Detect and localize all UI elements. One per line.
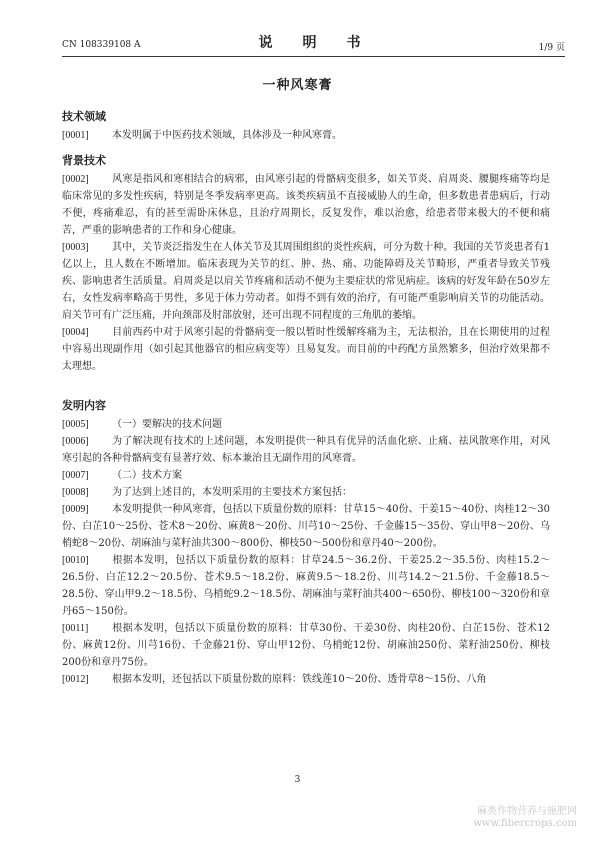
paragraph xyxy=(62,620,550,671)
paragraph xyxy=(62,416,550,433)
paragraph-number: [ 0008 ] xyxy=(62,484,112,501)
document-type: 说 明 书 xyxy=(258,35,369,51)
paragraph xyxy=(62,671,550,688)
paragraph-text: 为了达到上述目的，本发明采用的主要技术方案包括： xyxy=(112,487,352,498)
paragraph-text: （一）要解决的技术问题 xyxy=(112,419,222,430)
paragraph-number: [ 0009 ] xyxy=(62,501,112,518)
paragraph xyxy=(62,239,550,324)
document-body xyxy=(62,108,550,688)
page-indicator: 1/9 页 xyxy=(538,43,565,53)
section-technical-field xyxy=(62,108,550,144)
paragraph xyxy=(62,171,550,239)
header-divider xyxy=(62,56,565,57)
paragraph-text: 根据本发明，还包括以下质量份数的原料：铁线莲10～20份、透骨草8～15份、八角 xyxy=(112,674,487,685)
paragraph-number: [ 0011 ] xyxy=(62,620,112,637)
paragraph-text: 其中，关节炎泛指发生在人体关节及其周围组织的炎性疾病，可分为数十种。我国的关节炎患者有1亿以上，且人数在不断增加。临床表现为关节的红、肿、热、痛、功能障碍及关节畸形，严重者导致关节残疾、影响患者生活质量。肩周炎是以肩关节疼痛和活动不便为主要症状的常见病症。该病的好发年龄在50岁左右，女性发病率略高于男性，多见于体力劳动者。如得不到有效的治疗，有可能严重影响肩关节的功能活动。肩关节可有广泛压痛，并向颈部及肘部放射，还可出现不同程度的三角肌的萎缩。 xyxy=(62,242,550,321)
paragraph xyxy=(62,501,550,552)
watermark-url: www.fibercrops.com xyxy=(473,818,577,829)
paragraph-number: [ 0002 ] xyxy=(62,171,112,188)
paragraph xyxy=(62,324,550,375)
section-heading: 技术领域 xyxy=(62,110,106,123)
paragraph-number: [ 0012 ] xyxy=(62,671,112,688)
paragraph-text: 根据本发明，包括以下质量份数的原料：甘草24.5～36.2份、干姜25.2～35.5份、肉桂15.2～26.5份、白芷12.2～20.5份、苍术9.5～18.2份、麻黄9.5～18.2份、川芎14.2～21.5份、千金藤18.5～28.5份、穿山甲9.2～18.5份、乌梢蛇9.2～18.5份、胡麻油与菜籽油共400～650份、柳枝100～320份和章丹65～150份。 xyxy=(62,555,550,617)
paragraph xyxy=(62,127,550,144)
paragraph-number: [ 0004 ] xyxy=(62,324,112,341)
patent-number: CN 108339108 A xyxy=(62,40,141,50)
paragraph xyxy=(62,467,550,484)
paragraph-number: [ 0006 ] xyxy=(62,433,112,450)
paragraph xyxy=(62,433,550,467)
paragraph xyxy=(62,552,550,620)
watermark xyxy=(473,806,577,830)
paragraph xyxy=(62,484,550,501)
section-background xyxy=(62,152,550,375)
page-header xyxy=(62,32,565,54)
paragraph-text: 风寒是指风和寒相结合的病邪，由风寒引起的骨骼病变很多，如关节炎、肩周炎、腰腿疼痛等均是临床常见的多发性疾病，特别是冬季发病率更高。该类疾病虽不直接威胁人的生命，但多数患者患病后，行动不便，疼痛难忍，有的甚至需卧床休息，且治疗周期长，反复发作，难以治愈，给患者带来极大的不便和痛苦，严重的影响患者的工作和身心健康。 xyxy=(62,174,550,236)
paragraph-text: 本发明属于中医药技术领域，具体涉及一种风寒膏。 xyxy=(112,130,342,141)
paragraph-number: [ 0005 ] xyxy=(62,416,112,433)
paragraph-text: 根据本发明，包括以下质量份数的原料：甘草30份、干姜30份、肉桂20份、白芷15份、苍术12份、麻黄12份、川芎16份、千金藤21份、穿山甲12份、乌梢蛇12份、胡麻油250份、菜籽油250份、柳枝200份和章丹75份。 xyxy=(62,623,550,668)
paragraph-text: 本发明提供一种风寒膏，包括以下质量份数的原料：甘草15～40份、干姜15～40份、肉桂12～30份、白芷10～25份、苍术8～20份、麻黄8～20份、川芎10～25份、千金藤15～35份、穿山甲8～20份、乌梢蛇8～20份、胡麻油与菜籽油共300～800份、柳枝50～500份和章丹40～200份。 xyxy=(62,504,550,549)
paragraph-number: [ 0001 ] xyxy=(62,127,112,144)
paragraph-number: [ 0010 ] xyxy=(62,552,112,569)
watermark-site-name: 麻类作物营养与施肥网 xyxy=(477,806,577,817)
section-heading: 发明内容 xyxy=(62,399,106,412)
document-title: 一种风寒膏 xyxy=(262,78,333,93)
paragraph-number: [ 0003 ] xyxy=(62,239,112,256)
paragraph-number: [ 0007 ] xyxy=(62,467,112,484)
paragraph-text: 为了解决现有技术的上述问题，本发明提供一种具有优异的活血化瘀、止痛、祛风散寒作用，对风寒引起的各种骨骼病变有显著疗效、标本兼治且无副作用的风寒膏。 xyxy=(62,436,550,464)
section-summary xyxy=(62,397,550,688)
page-number: 3 xyxy=(294,775,301,785)
paragraph-text: 目前西药中对于风寒引起的骨骼病变一般以暂时性缓解疼痛为主，无法根治，且在长期使用的过程中容易出现副作用（如引起其他器官的相应病变等）且易复发。而目前的中药配方虽然繁多，但治疗效果都不太理想。 xyxy=(62,327,550,372)
paragraph-text: （二）技术方案 xyxy=(112,470,182,481)
section-heading: 背景技术 xyxy=(62,154,106,167)
